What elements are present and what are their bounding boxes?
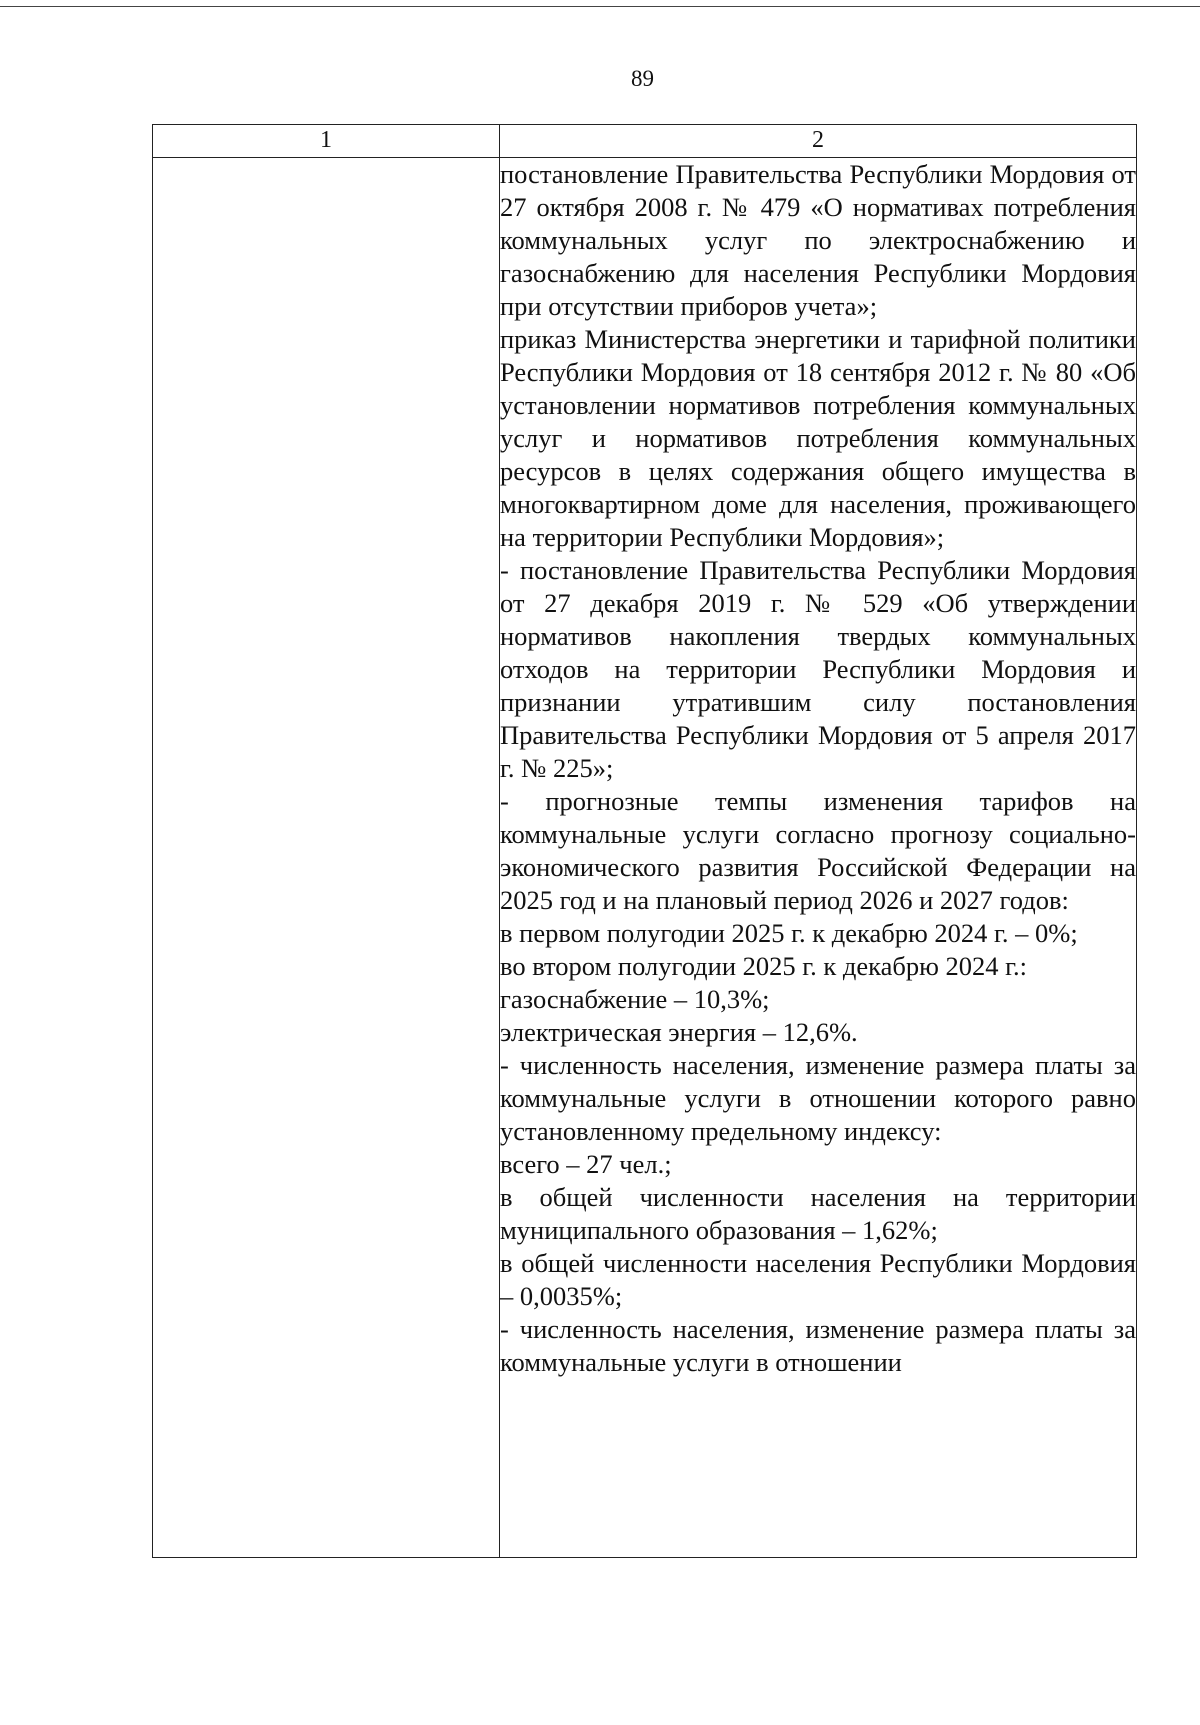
table-row: [153, 158, 1137, 1558]
paragraph-order-80: приказ Министерства энергетики и тарифной политики Республики Мордовия от 18 сентября 2012 г. № 80 «Об установлении нормативов потребления коммунальных услуг и нормативов потребления коммунальных ресурсов в целях содержания общего имущества в многоквартирном доме для населения, проживающего на территории Республики Мордовия»;: [500, 324, 1136, 552]
paragraph-second-half: во втором полугодии 2025 г. к декабрю 2024 г.:: [500, 951, 1028, 981]
column-2-cell: [500, 158, 1137, 1558]
paragraph-first-half: в первом полугодии 2025 г. к декабрю 2024 г. – 0%;: [500, 918, 1078, 948]
paragraph-population-continued: - численность населения, изменение размера платы за коммунальные услуги в отношении: [500, 1314, 1136, 1377]
paragraph-tariff-forecast: - прогнозные темпы изменения тарифов на коммунальные услуги согласно прогнозу социально-экономического развития Российской Федерации на 2025 год и на плановый период 2026 и 2027 годов:: [500, 786, 1136, 915]
paragraph-municipal-share: в общей численности населения на территории муниципального образования – 1,62%;: [500, 1182, 1136, 1245]
page-number: 89: [631, 66, 654, 91]
column-header-2: 2: [500, 125, 1137, 158]
paragraph-republic-share: в общей численности населения Республики Мордовия – 0,0035%;: [500, 1248, 1136, 1311]
paragraph-decree-479: постановление Правительства Республики Мордовия от 27 октября 2008 г. № 479 «О нормативах потребления коммунальных услуг по электроснабжению и газоснабжению для населения Республики Мордовия при отсутствии приборов учета»;: [500, 159, 1136, 321]
document-table: [152, 124, 1137, 1558]
column-1-cell: [153, 158, 500, 1558]
paragraph-decree-529: - постановление Правительства Республики Мордовия от 27 декабря 2019 г. № 529 «Об утверждении нормативов накопления твердых коммунальных отходов на территории Республики Мордовия и признании утратившим силу постановления Правительства Республики Мордовия от 5 апреля 2017 г. № 225»;: [500, 555, 1136, 783]
scan-edge-line: [0, 6, 1200, 7]
table-header-row: [153, 125, 1137, 158]
paragraph-gas-supply: газоснабжение – 10,3%;: [500, 984, 770, 1014]
paragraph-total: всего – 27 чел.;: [500, 1149, 672, 1179]
paragraph-population-index: - численность населения, изменение размера платы за коммунальные услуги в отношении которого равно установленному предельному индексу:: [500, 1050, 1136, 1146]
column-header-1: 1: [153, 125, 500, 158]
paragraph-electricity: электрическая энергия – 12,6%.: [500, 1017, 858, 1047]
